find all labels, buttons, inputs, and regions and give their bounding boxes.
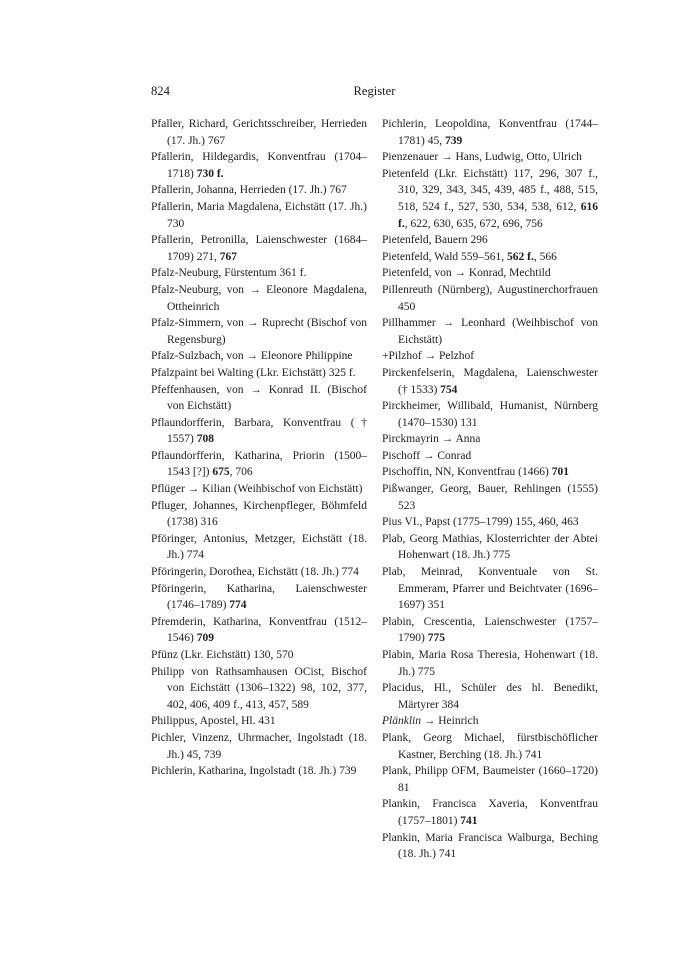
- entry-text: Pfalz-Sulzbach, von → Eleonore Philippine: [151, 350, 353, 363]
- page-ref-bold: 775: [427, 632, 445, 645]
- index-entry: [151, 149, 367, 182]
- entry-text: Pfallerin, Maria Magdalena, Eichstätt (17. Jh.) 730: [151, 200, 367, 230]
- entry-text: Pietenfeld (Lkr. Eichstätt) 117, 296, 307 f., 310, 329, 343, 345, 439, 485 f., 488, 515, 518, 524 f., 527, 530, 534, 538, 612,: [382, 167, 598, 213]
- index-entry: [151, 730, 367, 763]
- index-entry: [151, 282, 367, 315]
- index-entry: [382, 282, 598, 315]
- entry-text: +Pilzhof → Pelzhof: [382, 350, 475, 363]
- page-ref-bold: 675: [212, 466, 230, 479]
- page-ref-bold: 730 f.: [196, 167, 224, 180]
- entry-text: Pichlerin, Leopoldina, Konventfrau (1744–1781) 45,: [382, 118, 598, 147]
- entry-text: Pißwanger, Georg, Bauer, Rehlingen (1555) 523: [382, 483, 598, 512]
- entry-text: , 566: [533, 250, 557, 263]
- entry-text: , 622, 630, 635, 672, 696, 756: [404, 217, 543, 230]
- index-entry: [151, 315, 367, 348]
- index-entry: [382, 481, 598, 514]
- entry-text: Pillenreuth (Nürnberg), Augustinerchorfrauen 450: [382, 283, 598, 313]
- entry-text: , 706: [229, 466, 253, 479]
- index-entry: [151, 382, 367, 415]
- entry-text: Pietenfeld, von → Konrad, Mechtild: [382, 267, 551, 280]
- index-entry: [151, 664, 367, 714]
- index-entry: [382, 166, 598, 232]
- index-column-right: [382, 116, 598, 863]
- entry-text: Pfaller, Richard, Gerichtsschreiber, Herrieden (17. Jh.) 767: [151, 118, 367, 147]
- page-ref-bold: 708: [196, 433, 214, 446]
- entry-text: Pfremderin, Katharina, Konventfrau (1512–1546): [151, 615, 367, 645]
- entry-text: Pirckmayrin → Anna: [382, 433, 481, 446]
- page-ref-bold: 741: [460, 814, 478, 827]
- page-ref-bold: 616 f.: [398, 200, 598, 230]
- entry-text: Pischoffin, NN, Konventfrau (1466): [382, 466, 552, 479]
- entry-text: Pföringerin, Katharina, Laienschwester (1746–1789): [151, 582, 367, 612]
- index-entry: [382, 730, 598, 763]
- index-entry: [382, 647, 598, 680]
- index-entry: [151, 365, 367, 382]
- running-head: Register: [353, 84, 396, 98]
- page-ref-bold: 754: [440, 383, 458, 396]
- entry-text: Placidus, Hl., Schüler des hl. Benedikt, Märtyrer 384: [382, 682, 598, 711]
- page-ref-bold: 701: [551, 466, 569, 479]
- entry-text: Pflüger → Kilian (Weihbischof von Eichstätt): [151, 483, 363, 496]
- page-ref-bold: 709: [196, 632, 214, 645]
- index-entry: [382, 680, 598, 713]
- index-entry: [151, 348, 367, 365]
- entry-text: Pichler, Vinzenz, Uhrmacher, Ingolstadt (18. Jh.) 45, 739: [151, 731, 367, 761]
- entry-text: Pföringerin, Dorothea, Eichstätt (18. Jh.) 774: [151, 566, 359, 579]
- index-entry: [151, 182, 367, 199]
- entry-text: Pfalz-Neuburg, Fürstentum 361 f.: [151, 267, 307, 280]
- index-entry: [382, 265, 598, 282]
- entry-text: Pfünz (Lkr. Eichstätt) 130, 570: [151, 649, 294, 661]
- index-entry: [382, 365, 598, 398]
- entry-text: Pienzenauer → Hans, Ludwig, Otto, Ulrich: [382, 151, 582, 164]
- index-entry: [382, 448, 598, 465]
- index-entry: [382, 514, 598, 531]
- index-entry: [382, 149, 598, 166]
- index-entry: [151, 564, 367, 581]
- entry-text: Pichlerin, Katharina, Ingolstadt (18. Jh.) 739: [151, 765, 357, 778]
- entry-text: Plankin, Francisca Xaveria, Konventfrau (1757–1801): [382, 798, 598, 827]
- entry-text: Pischoff → Conrad: [382, 449, 472, 462]
- index-column-left: [151, 116, 367, 780]
- index-entry: [382, 232, 598, 249]
- index-entry: [382, 564, 598, 614]
- entry-text: Philippus, Apostel, Hl. 431: [151, 715, 276, 728]
- index-entry: [151, 481, 367, 498]
- page-ref-bold: 767: [219, 250, 237, 263]
- entry-text: Pflaundorfferin, Katharina, Priorin (1500–1543 [?]): [151, 449, 367, 479]
- entry-text: Pietenfeld, Wald 559–561,: [382, 250, 508, 263]
- index-entry: [151, 531, 367, 564]
- entry-text: Plabin, Crescentia, Laienschwester (1757–1790): [382, 615, 598, 645]
- entry-text: Plab, Meinrad, Konventuale von St. Emmeram, Pfarrer und Beichtvater (1696–1697) 351: [382, 566, 598, 612]
- page-ref-bold: 562 f.: [507, 250, 534, 263]
- entry-text: Philipp von Rathsamhausen OCist, Bischof von Eichstätt (1306–1322) 98, 102, 377, 402, 406, 409 f., 413, 457, 589: [151, 665, 367, 711]
- entry-text: Pföringer, Antonius, Metzger, Eichstätt (18. Jh.) 774: [151, 532, 367, 562]
- entry-text: Pflaundorfferin, Barbara, Konventfrau († 1557): [151, 416, 367, 446]
- entry-text: Pirckenfelserin, Magdalena, Laienschwester († 1533): [382, 366, 598, 396]
- index-entry: [382, 713, 598, 730]
- index-entry: [151, 199, 367, 232]
- index-entry: [382, 348, 598, 365]
- entry-text: Pfallerin, Petronilla, Laienschwester (1684–1709) 271,: [151, 234, 367, 263]
- index-entry: [151, 647, 367, 664]
- index-entry: [151, 448, 367, 481]
- index-entry: [151, 614, 367, 647]
- index-entry: [151, 581, 367, 614]
- entry-text: Plab, Georg Mathias, Klosterrichter der Abtei Hohenwart (18. Jh.) 775: [382, 532, 598, 562]
- entry-text: Pfluger, Johannes, Kirchenpfleger, Böhmfeld (1738) 316: [151, 499, 367, 529]
- page-header: [151, 84, 598, 104]
- entry-text: Plank, Philipp OFM, Baumeister (1660–1720) 81: [382, 765, 598, 794]
- index-entry: [382, 249, 598, 266]
- entry-text: Pius VI., Papst (1775–1799) 155, 460, 463: [382, 516, 579, 529]
- entry-text: Pfalz-Simmern, von → Ruprecht (Bischof von Regensburg): [151, 317, 367, 346]
- index-entry: [382, 531, 598, 564]
- entry-text: Pfallerin, Hildegardis, Konventfrau (1704–1718): [151, 151, 367, 180]
- entry-text: Pietenfeld, Bauern 296: [382, 234, 488, 247]
- entry-text-italic: Plänklin: [382, 715, 421, 728]
- page-number: 824: [151, 84, 170, 98]
- index-entry: [382, 796, 598, 829]
- index-entry: [382, 614, 598, 647]
- entry-text: Plabin, Maria Rosa Theresia, Hohenwart (18. Jh.) 775: [382, 649, 598, 678]
- index-entry: [382, 315, 598, 348]
- index-entry: [151, 232, 367, 265]
- entry-text: Pillhammer → Leonhard (Weihbischof von Eichstätt): [382, 317, 598, 346]
- index-entry: [151, 265, 367, 282]
- entry-text: → Heinrich: [420, 715, 479, 728]
- index-entry: [382, 116, 598, 149]
- index-entry: [151, 713, 367, 730]
- index-entry: [382, 763, 598, 796]
- index-entry: [382, 464, 598, 481]
- entry-text: Pfeffenhausen, von → Konrad II. (Bischof von Eichstätt): [151, 383, 367, 413]
- index-entry: [151, 415, 367, 448]
- index-entry: [151, 763, 367, 780]
- entry-text: Pirckheimer, Willibald, Humanist, Nürnberg (1470–1530) 131: [382, 400, 598, 429]
- entry-text: Pfalzpaint bei Walting (Lkr. Eichstätt) 325 f.: [151, 366, 356, 379]
- index-entry: [151, 116, 367, 149]
- page-ref-bold: 739: [444, 134, 463, 147]
- index-entry: [382, 398, 598, 431]
- entry-text: Pfalz-Neuburg, von → Eleonore Magdalena, Ottheinrich: [151, 283, 367, 313]
- index-entry: [151, 498, 367, 531]
- entry-text: Plankin, Maria Francisca Walburga, Beching (18. Jh.) 741: [382, 831, 598, 861]
- entry-text: Pfallerin, Johanna, Herrieden (17. Jh.) 767: [151, 184, 347, 197]
- entry-text: Plank, Georg Michael, fürstbischöflicher Kastner, Berching (18. Jh.) 741: [382, 731, 598, 761]
- index-entry: [382, 830, 598, 863]
- index-entry: [382, 431, 598, 448]
- page-ref-bold: 774: [229, 599, 247, 612]
